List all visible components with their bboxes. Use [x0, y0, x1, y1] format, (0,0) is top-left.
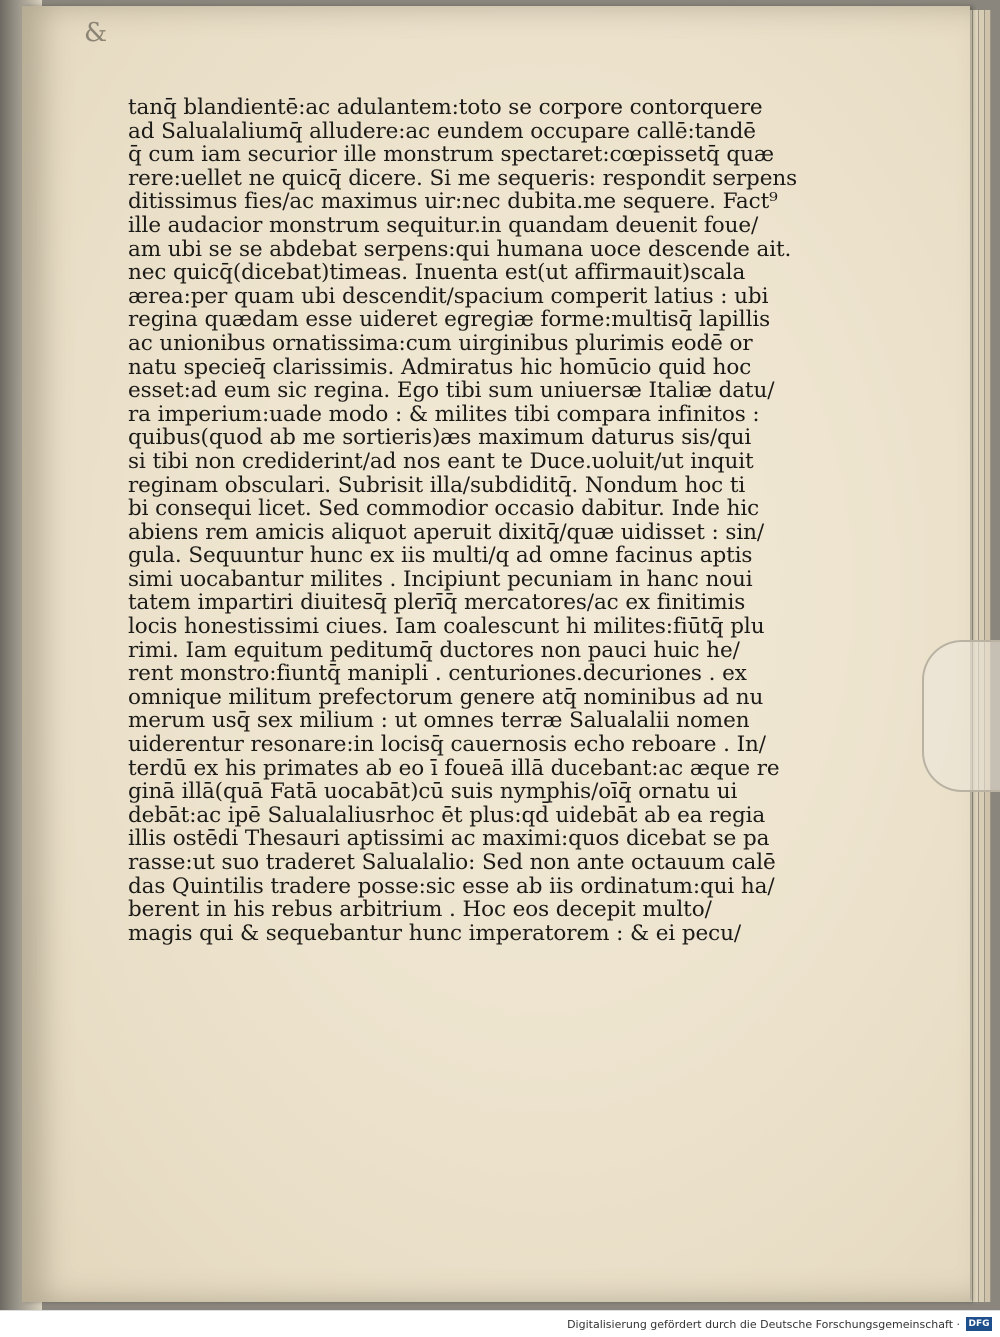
text-line: ditissimus fies/ac maximus uir:nec dubita.me sequere. Fact⁹ [128, 189, 778, 215]
text-line: berent in his rebus arbitrium . Hoc eos decepit multo/ [128, 897, 712, 923]
footer-credit: Digitalisierung gefördert durch die Deutsche Forschungsgemeinschaft · [567, 1318, 960, 1331]
text-line: abiens rem amicis aliquot aperuit dixitq̄/quæ uidisset : sin/ [128, 519, 765, 545]
text-block [128, 96, 798, 945]
text-line: locis honestissimi ciues. Iam coalescunt hi milites:fiūtq̄ plu [128, 614, 765, 640]
text-line: tanq̄ blandientē:ac adulantem:toto se corpore contorquere [128, 95, 763, 120]
text-line: uiderentur resonare:in locisq̄ cauernosis echo reboare . In/ [128, 732, 766, 758]
text-line: nec quicq̄(dicebat)timeas. Inuenta est(ut affirmauit)scala [128, 260, 746, 286]
text-line: esset:ad eum sic regina. Ego tibi sum uniuersæ Italiæ datu/ [128, 378, 775, 404]
text-line: magis qui & sequebantur hunc imperatorem : & ei pecu/ [128, 920, 741, 946]
text-line: rent monstro:fiuntq̄ manipli . centuriones.decuriones . ex [128, 661, 747, 687]
text-line: omnique militum prefectorum genere atq̄ nominibus ad nu [128, 684, 764, 710]
text-line: natu specieq̄ clarissimis. Admiratus hic homūcio quid hoc [128, 354, 752, 380]
margin-mark: & [84, 18, 108, 48]
text-line: rasse:ut suo traderet Salualalio: Sed non ante octauum calē [128, 850, 776, 875]
text-line: ille audacior monstrum sequitur.in quandam deuenit foue/ [128, 212, 759, 238]
text-line: q̄ cum iam securior ille monstrum spectaret:cœpissetq̄ quæ [128, 142, 774, 168]
text-line: gula. Sequuntur hunc ex iis multi/q ad omne facinus aptis [128, 543, 753, 569]
text-line: tatem impartiri diuitesq̄ plerīq̄ mercatores/ac ex finitimis [128, 590, 746, 616]
text-line: terdū ex his primates ab eo ī foueā illā ducebant:ac æque re [128, 755, 780, 781]
text-line: illis ostēdi Thesauri aptissimi ac maximi:quos dicebat se pa [128, 826, 770, 852]
text-line: ærea:per quam ubi descendit/spacium comperit latius : ubi [128, 283, 769, 309]
text-line: ra imperium:uade modo : & milites tibi compara infinitos : [128, 401, 760, 427]
text-line: si tibi non crediderint/ad nos eant te Duce.uoluit/ut inquit [128, 448, 754, 474]
page-clip [922, 640, 1000, 792]
text-line: regina quædam esse uideret egregiæ forme:multisq̄ lapillis [128, 307, 771, 333]
text-line: ac unionibus ornatissima:cum uirginibus plurimis eodē or [128, 330, 753, 356]
text-line: ginā illā(quā Fatā uocabāt)cū suis nymphis/oīq̄ ornatu ui [128, 779, 738, 805]
text-line: reginam obsculari. Subrisit illa/subdiditq̄. Nondum hoc ti [128, 472, 746, 498]
text-line: das Quintilis tradere posse:sic esse ab iis ordinatum:qui ha/ [128, 873, 775, 899]
text-line: quibus(quod ab me sortieris)æs maximum daturus sis/qui [128, 425, 752, 451]
text-line: rere:uellet ne quicq̄ dicere. Si me sequeris: respondit serpens [128, 165, 798, 191]
text-line: debāt:ac ipē Salualaliusrhoc ēt plus:qd̄ uidebāt ab ea regia [128, 802, 766, 828]
text-line: bi consequi licet. Sed commodior occasio dabitur. Inde hic [128, 496, 760, 522]
text-line: ad Salualaliumq̄ alludere:ac eundem occupare callē:tandē [128, 118, 756, 144]
footer-bar [0, 1310, 1000, 1337]
text-line: merum usq̄ sex milium : ut omnes terræ Salualalii nomen [128, 708, 750, 734]
text-line: simi uocabantur milites . Incipiunt pecuniam in hanc noui [128, 566, 753, 592]
dfg-logo-icon: DFG [966, 1317, 992, 1331]
text-line: am ubi se se abdebat serpens:qui humana uoce descende ait. [128, 236, 792, 262]
text-line: rimi. Iam equitum peditumq̄ ductores non pauci huic he/ [128, 637, 740, 663]
